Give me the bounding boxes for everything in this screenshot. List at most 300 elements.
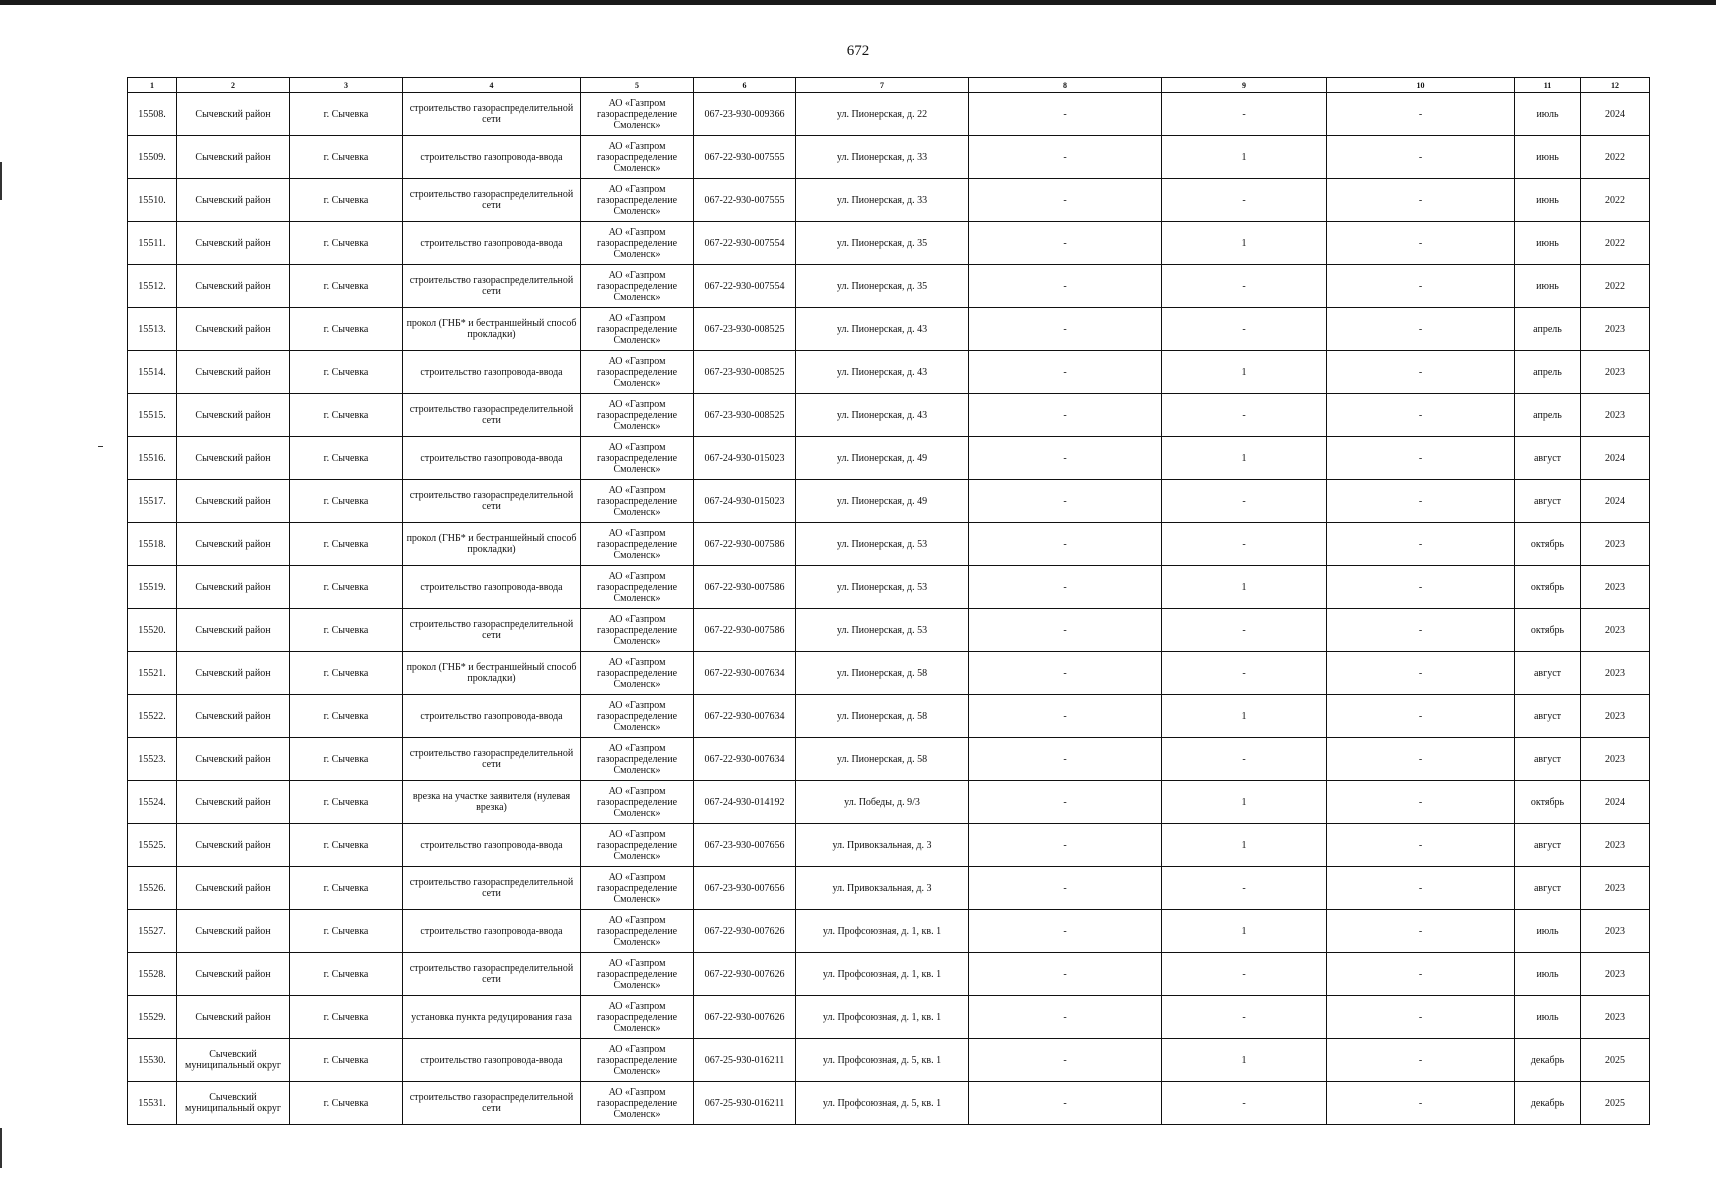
table-cell: - — [969, 824, 1162, 867]
table-cell: строительство газораспределительной сети — [403, 394, 581, 437]
column-header: 2 — [177, 78, 290, 93]
table-cell: - — [1162, 394, 1327, 437]
table-cell: 2023 — [1581, 566, 1650, 609]
table-cell: - — [1327, 351, 1515, 394]
table-cell: 1 — [1162, 824, 1327, 867]
table-cell: 067-25-930-016211 — [694, 1082, 796, 1125]
table-cell: строительство газораспределительной сети — [403, 738, 581, 781]
table-cell: ул. Пионерская, д. 58 — [796, 695, 969, 738]
table-cell: ул. Пионерская, д. 35 — [796, 265, 969, 308]
table-cell: 1 — [1162, 437, 1327, 480]
table-row — [128, 781, 1650, 824]
table-cell: 2022 — [1581, 136, 1650, 179]
table-cell: - — [1327, 394, 1515, 437]
table-cell: ул. Профсоюзная, д. 1, кв. 1 — [796, 996, 969, 1039]
table-cell: - — [969, 867, 1162, 910]
table-cell: - — [969, 179, 1162, 222]
table-cell: строительство газораспределительной сети — [403, 265, 581, 308]
table-cell: прокол (ГНБ* и бестраншейный способ прокладки) — [403, 308, 581, 351]
table-row — [128, 523, 1650, 566]
table-cell: июнь — [1515, 265, 1581, 308]
table-cell: 1 — [1162, 781, 1327, 824]
table-row — [128, 695, 1650, 738]
table-cell: Сычевский район — [177, 910, 290, 953]
table-cell: строительство газораспределительной сети — [403, 953, 581, 996]
table-cell: - — [1162, 652, 1327, 695]
table-cell: г. Сычевка — [290, 394, 403, 437]
column-header: 8 — [969, 78, 1162, 93]
table-cell: - — [1162, 1082, 1327, 1125]
table-cell: АО «Газпром газораспределение Смоленск» — [581, 222, 694, 265]
table-cell: Сычевский район — [177, 222, 290, 265]
table-cell: 2023 — [1581, 953, 1650, 996]
table-body — [128, 93, 1650, 1125]
table-cell: - — [969, 308, 1162, 351]
header-row — [128, 78, 1650, 93]
table-cell: АО «Газпром газораспределение Смоленск» — [581, 394, 694, 437]
table-cell: строительство газопровода-ввода — [403, 222, 581, 265]
table-cell: Сычевский район — [177, 437, 290, 480]
table-row — [128, 996, 1650, 1039]
table-cell: строительство газопровода-ввода — [403, 695, 581, 738]
page-number: 672 — [846, 43, 870, 59]
table-cell: АО «Газпром газораспределение Смоленск» — [581, 1082, 694, 1125]
table-cell: - — [969, 394, 1162, 437]
table-cell: 15509. — [128, 136, 177, 179]
column-header: 5 — [581, 78, 694, 93]
table-cell: - — [969, 781, 1162, 824]
table-cell: - — [1327, 437, 1515, 480]
table-cell: 067-22-930-007586 — [694, 523, 796, 566]
table-cell: 1 — [1162, 136, 1327, 179]
table-cell: - — [1327, 136, 1515, 179]
table-cell: г. Сычевка — [290, 566, 403, 609]
table-cell: строительство газораспределительной сети — [403, 867, 581, 910]
table-cell: 15516. — [128, 437, 177, 480]
table-cell: г. Сычевка — [290, 1082, 403, 1125]
table-cell: 067-23-930-007656 — [694, 824, 796, 867]
table-cell: Сычевский район — [177, 695, 290, 738]
table-cell: август — [1515, 867, 1581, 910]
table-cell: апрель — [1515, 351, 1581, 394]
table-cell: июль — [1515, 996, 1581, 1039]
table-cell: - — [1327, 738, 1515, 781]
table-cell: 2023 — [1581, 910, 1650, 953]
table-cell: - — [1327, 1082, 1515, 1125]
table-cell: 15522. — [128, 695, 177, 738]
table-cell: Сычевский район — [177, 351, 290, 394]
table-cell: ул. Пионерская, д. 43 — [796, 308, 969, 351]
table-cell: - — [1327, 695, 1515, 738]
table-cell: АО «Газпром газораспределение Смоленск» — [581, 136, 694, 179]
margin-mark — [0, 162, 2, 200]
table-cell: 15512. — [128, 265, 177, 308]
table-cell: 15520. — [128, 609, 177, 652]
table-cell: АО «Газпром газораспределение Смоленск» — [581, 910, 694, 953]
table-cell: АО «Газпром газораспределение Смоленск» — [581, 265, 694, 308]
table-cell: 2023 — [1581, 867, 1650, 910]
table-cell: 067-22-930-007554 — [694, 222, 796, 265]
table-cell: г. Сычевка — [290, 953, 403, 996]
table-cell: - — [1162, 93, 1327, 136]
table-cell: декабрь — [1515, 1082, 1581, 1125]
table-cell: 2022 — [1581, 222, 1650, 265]
table-cell: 2023 — [1581, 695, 1650, 738]
table-cell: - — [969, 523, 1162, 566]
table-cell: 15521. — [128, 652, 177, 695]
table-cell: ул. Победы, д. 9/3 — [796, 781, 969, 824]
table-cell: - — [969, 437, 1162, 480]
table-cell: г. Сычевка — [290, 738, 403, 781]
table-cell: 2023 — [1581, 652, 1650, 695]
table-cell: Сычевский район — [177, 781, 290, 824]
table-cell: 067-22-930-007626 — [694, 996, 796, 1039]
table-cell: - — [1162, 738, 1327, 781]
table-cell: 15519. — [128, 566, 177, 609]
table-cell: строительство газораспределительной сети — [403, 93, 581, 136]
table-cell: август — [1515, 437, 1581, 480]
table-cell: октябрь — [1515, 609, 1581, 652]
table-cell: - — [1327, 566, 1515, 609]
table-cell: г. Сычевка — [290, 523, 403, 566]
table-cell: - — [969, 1039, 1162, 1082]
table-cell: Сычевский район — [177, 566, 290, 609]
table-cell: г. Сычевка — [290, 136, 403, 179]
table-cell: октябрь — [1515, 523, 1581, 566]
table-cell: 15508. — [128, 93, 177, 136]
table-cell: АО «Газпром газораспределение Смоленск» — [581, 308, 694, 351]
table-cell: - — [1162, 609, 1327, 652]
table-cell: 1 — [1162, 566, 1327, 609]
table-cell: июль — [1515, 93, 1581, 136]
table-cell: АО «Газпром газораспределение Смоленск» — [581, 738, 694, 781]
table-cell: июль — [1515, 953, 1581, 996]
table-cell: АО «Газпром газораспределение Смоленск» — [581, 179, 694, 222]
table-cell: - — [1162, 953, 1327, 996]
table-cell: г. Сычевка — [290, 437, 403, 480]
table-cell: ул. Привокзальная, д. 3 — [796, 867, 969, 910]
table-cell: АО «Газпром газораспределение Смоленск» — [581, 953, 694, 996]
table-cell: - — [1327, 867, 1515, 910]
table-cell: - — [969, 910, 1162, 953]
table-cell: прокол (ГНБ* и бестраншейный способ прокладки) — [403, 523, 581, 566]
table-cell: - — [969, 222, 1162, 265]
table-cell: 2024 — [1581, 781, 1650, 824]
table-cell: г. Сычевка — [290, 996, 403, 1039]
table-cell: 15518. — [128, 523, 177, 566]
table-cell: 1 — [1162, 910, 1327, 953]
table-cell: - — [969, 480, 1162, 523]
table-row — [128, 566, 1650, 609]
scan-top-border — [0, 0, 1716, 5]
table-cell: - — [1327, 308, 1515, 351]
table-cell: - — [1327, 996, 1515, 1039]
table-cell: - — [1327, 222, 1515, 265]
table-cell: ул. Профсоюзная, д. 5, кв. 1 — [796, 1082, 969, 1125]
table-cell: 2023 — [1581, 609, 1650, 652]
table-row — [128, 910, 1650, 953]
table-cell: г. Сычевка — [290, 351, 403, 394]
table-cell: Сычевский район — [177, 953, 290, 996]
table-row — [128, 308, 1650, 351]
table-cell: - — [1327, 179, 1515, 222]
table-cell: август — [1515, 824, 1581, 867]
table-row — [128, 824, 1650, 867]
column-header: 3 — [290, 78, 403, 93]
table-cell: 15513. — [128, 308, 177, 351]
table-cell: 067-24-930-015023 — [694, 480, 796, 523]
table-cell: ул. Пионерская, д. 58 — [796, 652, 969, 695]
table-cell: г. Сычевка — [290, 781, 403, 824]
table-cell: Сычевский район — [177, 609, 290, 652]
table-cell: июнь — [1515, 136, 1581, 179]
table-cell: - — [1327, 265, 1515, 308]
table-cell: 067-24-930-014192 — [694, 781, 796, 824]
table-cell: 1 — [1162, 1039, 1327, 1082]
table-cell: Сычевский район — [177, 480, 290, 523]
table-cell: прокол (ГНБ* и бестраншейный способ прокладки) — [403, 652, 581, 695]
table-cell: 15525. — [128, 824, 177, 867]
table-cell: строительство газораспределительной сети — [403, 1082, 581, 1125]
table-cell: АО «Газпром газораспределение Смоленск» — [581, 996, 694, 1039]
table-cell: 2023 — [1581, 351, 1650, 394]
table-cell: август — [1515, 652, 1581, 695]
table-cell: 2023 — [1581, 738, 1650, 781]
table-cell: - — [969, 996, 1162, 1039]
table-row — [128, 394, 1650, 437]
table-cell: 1 — [1162, 351, 1327, 394]
table-cell: ул. Пионерская, д. 49 — [796, 480, 969, 523]
table-cell: 15514. — [128, 351, 177, 394]
table-cell: 067-22-930-007555 — [694, 136, 796, 179]
table-cell: ул. Пионерская, д. 53 — [796, 609, 969, 652]
table-cell: декабрь — [1515, 1039, 1581, 1082]
table-cell: - — [1327, 93, 1515, 136]
table-cell: 15531. — [128, 1082, 177, 1125]
table-row — [128, 265, 1650, 308]
table-cell: 2023 — [1581, 394, 1650, 437]
table-row — [128, 609, 1650, 652]
table-cell: АО «Газпром газораспределение Смоленск» — [581, 523, 694, 566]
table-cell: АО «Газпром газораспределение Смоленск» — [581, 351, 694, 394]
table-cell: июль — [1515, 910, 1581, 953]
table-cell: 2025 — [1581, 1082, 1650, 1125]
table-cell: строительство газопровода-ввода — [403, 910, 581, 953]
table-cell: Сычевский муниципальный округ — [177, 1082, 290, 1125]
table-cell: - — [1162, 867, 1327, 910]
table-cell: - — [1327, 781, 1515, 824]
registry-table — [127, 77, 1650, 1125]
table-cell: Сычевский район — [177, 136, 290, 179]
table-cell: 15523. — [128, 738, 177, 781]
table-cell: 2022 — [1581, 265, 1650, 308]
table-cell: - — [1327, 652, 1515, 695]
table-cell: - — [969, 136, 1162, 179]
table-row — [128, 738, 1650, 781]
table-cell: - — [1327, 824, 1515, 867]
table-row — [128, 1082, 1650, 1125]
table-cell: Сычевский район — [177, 265, 290, 308]
table-cell: 067-23-930-008525 — [694, 394, 796, 437]
table-cell: ул. Пионерская, д. 22 — [796, 93, 969, 136]
table-cell: строительство газопровода-ввода — [403, 1039, 581, 1082]
table-cell: - — [1327, 523, 1515, 566]
table-cell: 1 — [1162, 695, 1327, 738]
table-cell: - — [969, 1082, 1162, 1125]
table-cell: 15511. — [128, 222, 177, 265]
table-cell: - — [969, 93, 1162, 136]
table-cell: врезка на участке заявителя (нулевая врезка) — [403, 781, 581, 824]
table-cell: 15528. — [128, 953, 177, 996]
table-cell: строительство газораспределительной сети — [403, 179, 581, 222]
table-cell: - — [1162, 308, 1327, 351]
table-cell: 067-23-930-007656 — [694, 867, 796, 910]
table-cell: 067-25-930-016211 — [694, 1039, 796, 1082]
table-cell: 067-22-930-007586 — [694, 566, 796, 609]
table-cell: ул. Пионерская, д. 35 — [796, 222, 969, 265]
table-cell: ул. Профсоюзная, д. 1, кв. 1 — [796, 910, 969, 953]
table-cell: Сычевский район — [177, 523, 290, 566]
table-cell: 15524. — [128, 781, 177, 824]
table-cell: строительство газопровода-ввода — [403, 136, 581, 179]
table-cell: Сычевский муниципальный округ — [177, 1039, 290, 1082]
table-cell: август — [1515, 695, 1581, 738]
table-cell: ул. Пионерская, д. 33 — [796, 136, 969, 179]
column-header: 9 — [1162, 78, 1327, 93]
table-cell: август — [1515, 738, 1581, 781]
table-cell: 2023 — [1581, 996, 1650, 1039]
table-cell: 15530. — [128, 1039, 177, 1082]
table-cell: строительство газораспределительной сети — [403, 609, 581, 652]
table-cell: апрель — [1515, 308, 1581, 351]
table-cell: 15510. — [128, 179, 177, 222]
table-cell: ул. Пионерская, д. 33 — [796, 179, 969, 222]
table-cell: 067-23-930-008525 — [694, 351, 796, 394]
table-cell: Сычевский район — [177, 996, 290, 1039]
table-cell: 067-23-930-008525 — [694, 308, 796, 351]
table-cell: г. Сычевка — [290, 480, 403, 523]
column-header: 1 — [128, 78, 177, 93]
table-cell: октябрь — [1515, 566, 1581, 609]
table-row — [128, 136, 1650, 179]
table-cell: Сычевский район — [177, 738, 290, 781]
table-cell: ул. Пионерская, д. 53 — [796, 523, 969, 566]
table-row — [128, 480, 1650, 523]
table-cell: июнь — [1515, 222, 1581, 265]
table-cell: ул. Привокзальная, д. 3 — [796, 824, 969, 867]
table-cell: - — [969, 609, 1162, 652]
table-cell: - — [1162, 480, 1327, 523]
table-cell: ул. Пионерская, д. 58 — [796, 738, 969, 781]
table-cell: г. Сычевка — [290, 222, 403, 265]
table-cell: 067-23-930-009366 — [694, 93, 796, 136]
table-cell: - — [1162, 523, 1327, 566]
table-cell: ул. Пионерская, д. 53 — [796, 566, 969, 609]
table-cell: г. Сычевка — [290, 265, 403, 308]
table-cell: 15527. — [128, 910, 177, 953]
table-cell: АО «Газпром газораспределение Смоленск» — [581, 652, 694, 695]
table-cell: Сычевский район — [177, 867, 290, 910]
column-header: 4 — [403, 78, 581, 93]
table-cell: - — [1327, 910, 1515, 953]
column-header: 11 — [1515, 78, 1581, 93]
table-cell: Сычевский район — [177, 308, 290, 351]
table-cell: 2023 — [1581, 523, 1650, 566]
table-cell: - — [969, 652, 1162, 695]
table-cell: 2024 — [1581, 437, 1650, 480]
table-cell: - — [1162, 996, 1327, 1039]
table-cell: Сычевский район — [177, 179, 290, 222]
table-cell: 067-22-930-007626 — [694, 910, 796, 953]
table-row — [128, 953, 1650, 996]
table-cell: АО «Газпром газораспределение Смоленск» — [581, 824, 694, 867]
table-cell: г. Сычевка — [290, 910, 403, 953]
table-cell: июнь — [1515, 179, 1581, 222]
margin-mark — [0, 1128, 2, 1168]
table-cell: 067-22-930-007554 — [694, 265, 796, 308]
table-cell: АО «Газпром газораспределение Смоленск» — [581, 437, 694, 480]
table-row — [128, 652, 1650, 695]
table-cell: 15515. — [128, 394, 177, 437]
table-cell: АО «Газпром газораспределение Смоленск» — [581, 867, 694, 910]
table-cell: 067-22-930-007634 — [694, 652, 796, 695]
table-cell: строительство газопровода-ввода — [403, 351, 581, 394]
column-header: 6 — [694, 78, 796, 93]
table-row — [128, 351, 1650, 394]
table-cell: 2023 — [1581, 308, 1650, 351]
table-cell: АО «Газпром газораспределение Смоленск» — [581, 93, 694, 136]
table-cell: г. Сычевка — [290, 609, 403, 652]
table-cell: - — [1327, 480, 1515, 523]
column-header: 7 — [796, 78, 969, 93]
table-cell: 15517. — [128, 480, 177, 523]
table-cell: ул. Профсоюзная, д. 1, кв. 1 — [796, 953, 969, 996]
table-cell: строительство газопровода-ввода — [403, 824, 581, 867]
table-row — [128, 93, 1650, 136]
table-cell: 2022 — [1581, 179, 1650, 222]
table-cell: г. Сычевка — [290, 93, 403, 136]
margin-mark — [98, 446, 103, 447]
table-cell: установка пункта редуцирования газа — [403, 996, 581, 1039]
table-cell: апрель — [1515, 394, 1581, 437]
table-row — [128, 222, 1650, 265]
table-cell: г. Сычевка — [290, 308, 403, 351]
table-cell: - — [969, 953, 1162, 996]
table-cell: 15529. — [128, 996, 177, 1039]
table-row — [128, 1039, 1650, 1082]
table-cell: 067-22-930-007634 — [694, 695, 796, 738]
table-cell: строительство газопровода-ввода — [403, 437, 581, 480]
table-cell: ул. Пионерская, д. 43 — [796, 351, 969, 394]
table-cell: ул. Пионерская, д. 49 — [796, 437, 969, 480]
table-cell: строительство газораспределительной сети — [403, 480, 581, 523]
table-cell: Сычевский район — [177, 652, 290, 695]
table-cell: Сычевский район — [177, 824, 290, 867]
table-cell: АО «Газпром газораспределение Смоленск» — [581, 781, 694, 824]
table-row — [128, 179, 1650, 222]
table-cell: - — [969, 351, 1162, 394]
table-cell: - — [969, 265, 1162, 308]
table-cell: - — [969, 695, 1162, 738]
table-cell: ул. Профсоюзная, д. 5, кв. 1 — [796, 1039, 969, 1082]
column-header: 10 — [1327, 78, 1515, 93]
table-cell: 067-22-930-007626 — [694, 953, 796, 996]
table-cell: АО «Газпром газораспределение Смоленск» — [581, 609, 694, 652]
table-cell: г. Сычевка — [290, 824, 403, 867]
column-header: 12 — [1581, 78, 1650, 93]
table-cell: г. Сычевка — [290, 179, 403, 222]
table-cell: АО «Газпром газораспределение Смоленск» — [581, 695, 694, 738]
